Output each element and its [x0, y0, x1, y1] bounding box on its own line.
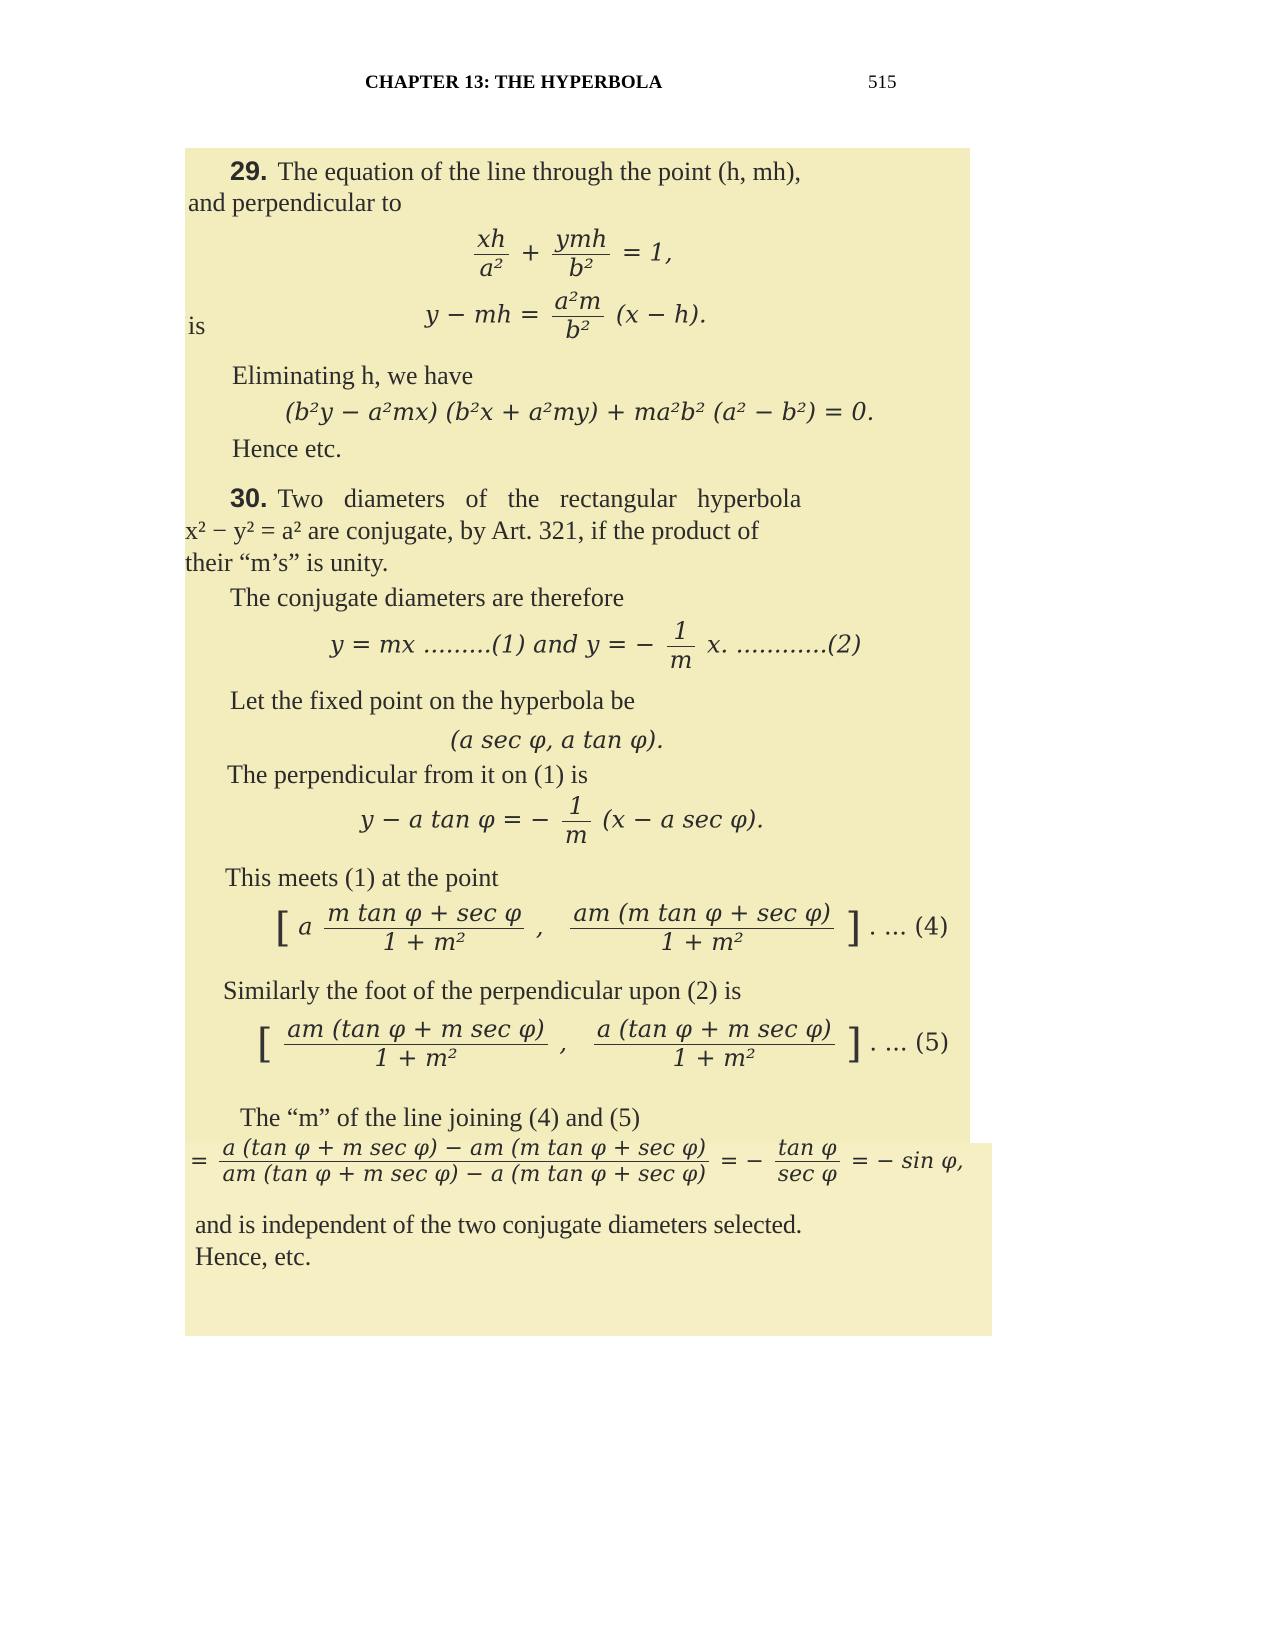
problem-30-line-1: 30. Two diameters of the rectangular hyperbola [230, 483, 802, 513]
problem-30-line-7: This meets (1) at the point [225, 863, 499, 892]
problem-30-line-4: The conjugate diameters are therefore [230, 583, 625, 612]
equation-slope: = $\frac{\text{a (tan φ + m sec φ) − am (m tan φ + sec φ)}}{\text{am (tan φ + m sec φ) − a (m tan φ + sec φ)}}$ = − $\frac{\text{tan φ}}{\text{sec φ}}$ = − sin φ, [190, 1136, 964, 1188]
word-is: is [188, 311, 206, 340]
fraction: $\frac{\text{a (tan φ + m sec φ) − am (m tan φ + sec φ)}}{\text{am (tan φ + m sec φ) − a (m tan φ + sec φ)}}$ [219, 1136, 708, 1188]
fraction: $\frac{1}{m}$ [562, 793, 591, 849]
problem-29-number: 29. [230, 156, 268, 186]
scanned-page [185, 148, 992, 1336]
fraction: $\frac{\text{tan φ}}{\text{sec φ}}$ [775, 1136, 840, 1188]
page-header [0, 72, 1275, 102]
fraction: $\frac{\text{m tan φ + sec φ}}{\text{1 + m²}}$ [324, 900, 524, 956]
fraction: $\frac{\text{am (m tan φ + sec φ)}}{\text{1 + m²}}$ [570, 900, 833, 956]
fraction: $\frac{\text{am (tan φ + m sec φ)}}{\text{1 + m²}}$ [284, 1016, 547, 1072]
problem-30-line-3: their “m’s” is unity. [185, 548, 389, 577]
fraction: $\frac{xh}{\text{a²}}$ [474, 226, 509, 282]
fraction: $\frac{1}{m}$ [667, 618, 696, 674]
problem-30-line-5: Let the fixed point on the hyperbola be [230, 686, 636, 715]
equation-tangent-line: $\frac{xh}{\text{a²}}$ + $\frac{\text{ymh}}{\text{b²}}$ = 1, [470, 226, 672, 282]
problem-30-line-2: x² − y² = a² are conjugate, by Art. 321, if the product of [185, 516, 760, 545]
equation-point-4: [ a $\frac{\text{m tan φ + sec φ}}{\text{1 + m²}}$ , $\frac{\text{am (m tan φ + sec φ)}}{\text{1 + m²}}$ ] . ... (4) [275, 899, 949, 956]
problem-30-line-9: The “m” of the line joining (4) and (5) [240, 1103, 640, 1132]
problem-30-line-10: and is independent of the two conjugate diameters selected. [195, 1210, 802, 1239]
problem-29-intro-line-2: and perpendicular to [188, 188, 402, 217]
fraction: $\frac{\text{a (tan φ + m sec φ)}}{\text{1 + m²}}$ [594, 1016, 835, 1072]
equation-point-5: [ $\frac{\text{am (tan φ + m sec φ)}}{\text{1 + m²}}$ , $\frac{\text{a (tan φ + m sec φ)}}{\text{1 + m²}}$ ] . ... (5) [257, 1015, 950, 1072]
fraction: $\frac{\text{a²m}}{\text{b²}}$ [552, 288, 605, 344]
page-number: 515 [868, 72, 897, 93]
problem-30-line-11: Hence, etc. [195, 1242, 312, 1271]
equation-perpendicular-line: y − mh = $\frac{\text{a²m}}{\text{b²}}$ (x − h). [425, 287, 707, 344]
fraction: $\frac{\text{ymh}}{\text{b²}}$ [552, 226, 610, 282]
equation-locus-29: (b²y − a²mx) (b²x + a²my) + ma²b² (a² − b²) = 0. [285, 398, 875, 426]
fixed-point: (a sec φ, a tan φ). [450, 726, 664, 754]
chapter-title: CHAPTER 13: THE HYPERBOLA [365, 72, 663, 93]
hence-29: Hence etc. [232, 434, 342, 463]
equation-perpendicular-30: y − a tan φ = − $\frac{1}{m}$ (x − a sec φ). [360, 792, 764, 849]
equation-conjugate-diameters: y = mx .........(1) and y = − $\frac{1}{m}$ x. ............(2) [330, 617, 862, 674]
problem-30-line-6: The perpendicular from it on (1) is [227, 760, 588, 789]
problem-29-intro-line-1: 29. The equation of the line through the point (h, mh), [230, 156, 802, 186]
problem-30-number: 30. [230, 483, 268, 513]
eliminating-text: Eliminating h, we have [232, 361, 474, 390]
problem-30-line-8: Similarly the foot of the perpendicular upon (2) is [223, 976, 742, 1005]
